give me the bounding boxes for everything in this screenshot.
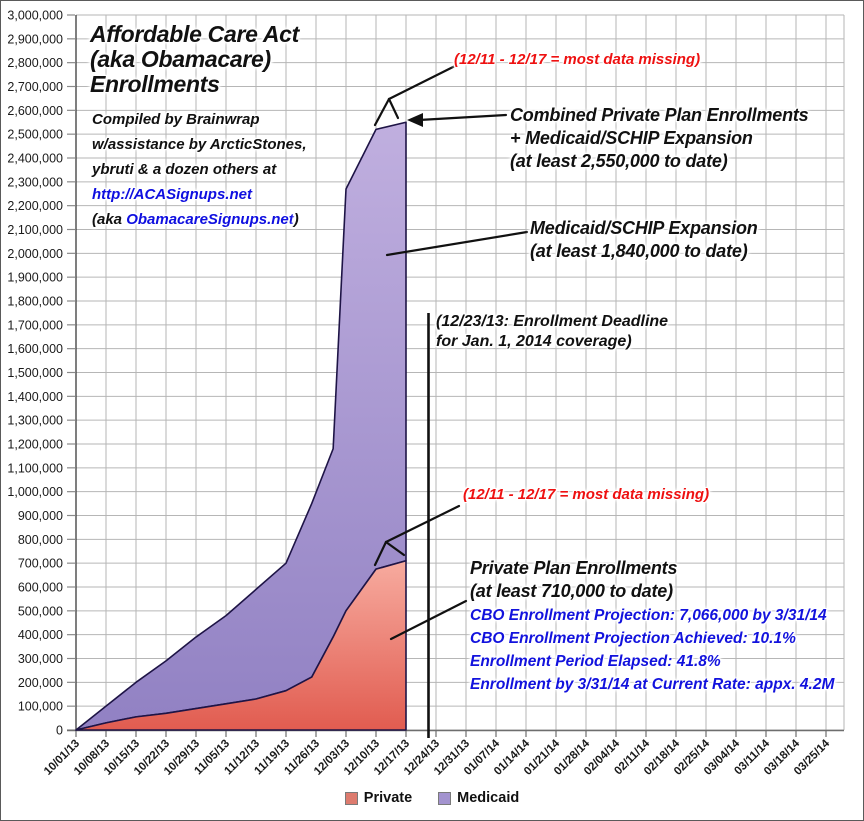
combined-enrollments-annotation [510,104,808,173]
y-axis-label: 2,100,000 [7,223,63,237]
cbo-line-3: Enrollment Period Elapsed: 41.8% [470,653,721,670]
x-axis-label: 03/25/14 [791,737,833,778]
title-line-1: Affordable Care Act [90,21,300,47]
obamacaresignups-link[interactable]: ObamacareSignups.net [126,211,294,228]
y-axis-label: 500,000 [17,604,63,619]
legend [1,790,863,806]
title-line-3: Enrollments [90,71,220,97]
x-axis-label: 01/07/14 [461,737,503,778]
y-axis-label: 1,900,000 [7,270,63,285]
y-axis-label: 2,300,000 [7,175,63,190]
cbo-line-1: CBO Enrollment Projection: 7,066,000 by 3/31/14 [470,607,827,624]
medicaid-swatch [438,792,451,805]
y-axis-label: 400,000 [17,628,63,643]
credit-line-4-prefix: (aka [92,211,127,228]
y-axis-label: 2,200,000 [7,199,63,214]
y-axis-label: 3,000,000 [7,8,63,23]
x-axis-label: 10/29/13 [161,737,203,778]
x-axis-label: 10/22/13 [131,737,173,778]
legend-label-medicaid: Medicaid [457,790,520,806]
private-plan-annotation [470,557,677,603]
y-axis-label: 100,000 [17,699,63,714]
y-axis-label: 2,000,000 [7,246,63,261]
acasignups-link[interactable]: http://ACASignups.net [92,186,252,203]
cbo-line-4: Enrollment by 3/31/14 at Current Rate: appx. 4.2M [470,676,835,693]
x-axis-label: 12/03/13 [311,737,353,778]
legend-item-private [345,790,412,806]
chart-title [90,22,299,97]
y-axis-label: 0 [56,723,63,738]
private-line-2: (at least 710,000 to date) [470,581,673,601]
credit-line-2: w/assistance by ArcticStones, [92,136,307,153]
y-axis-label: 1,400,000 [7,389,63,404]
x-axis-label: 02/18/14 [641,737,683,778]
x-axis-label: 11/12/13 [222,737,263,778]
x-axis-label: 02/11/14 [612,737,653,778]
combined-line-2: + Medicaid/SCHIP Expansion [510,128,753,148]
missing-data-note-bottom: (12/11 - 12/17 = most data missing) [463,486,710,503]
combined-line-3: (at least 2,550,000 to date) [510,151,728,171]
x-axis-label: 01/28/14 [551,737,593,778]
medicaid-line-1: Medicaid/SCHIP Expansion [530,218,758,238]
y-axis-label: 800,000 [17,532,63,547]
cbo-line-2: CBO Enrollment Projection Achieved: 10.1% [470,630,796,647]
y-axis-label: 600,000 [17,580,63,595]
y-axis-label: 2,500,000 [7,127,63,142]
y-axis-label: 1,100,000 [7,461,63,476]
x-axis-label: 12/24/13 [401,737,443,778]
x-axis-label: 11/26/13 [282,737,323,778]
x-axis-label: 03/18/14 [761,737,803,778]
x-axis-label: 10/08/13 [71,737,113,778]
combined-line-1: Combined Private Plan Enrollments [510,105,809,125]
deadline-line-2: for Jan. 1, 2014 coverage) [436,333,632,350]
credits-block [92,107,307,232]
x-axis-label: 12/31/13 [431,737,473,778]
x-axis-label: 01/14/14 [491,737,533,778]
x-axis-label: 03/11/14 [732,737,773,778]
x-axis-label: 12/17/13 [371,737,413,778]
x-axis-label: 10/01/13 [41,737,83,778]
y-axis-label: 700,000 [17,556,63,571]
private-line-1: Private Plan Enrollments [470,558,678,578]
y-axis-label: 1,200,000 [7,437,63,452]
credit-line-3: ybruti & a dozen others at [92,161,277,178]
y-axis-label: 2,900,000 [7,32,63,47]
y-axis-label: 2,700,000 [7,80,63,94]
missing-data-note-top: (12/11 - 12/17 = most data missing) [454,51,701,68]
medicaid-expansion-annotation [530,217,758,263]
x-axis-label: 03/04/14 [701,737,743,778]
deadline-annotation [436,312,668,352]
medicaid-line-2: (at least 1,840,000 to date) [530,241,748,261]
x-axis-label: 10/15/13 [101,737,143,778]
private-swatch [345,792,358,805]
left-arrowhead [407,113,423,127]
deadline-line-1: (12/23/13: Enrollment Deadline [436,313,669,330]
x-axis [42,730,833,778]
y-axis-label: 2,400,000 [7,151,63,166]
legend-item-medicaid [438,790,519,806]
y-axis [7,9,75,738]
y-axis-label: 1,500,000 [7,366,63,380]
x-axis-label: 11/19/13 [252,737,293,778]
cbo-projection-block [470,604,834,696]
y-axis-label: 1,300,000 [7,413,63,428]
y-axis-label: 1,600,000 [7,342,63,357]
x-axis-label: 02/25/14 [671,737,713,778]
x-axis-label: 01/21/14 [521,737,563,778]
y-axis-label: 200,000 [17,675,63,690]
y-axis-label: 1,700,000 [7,318,63,333]
x-axis-label: 11/05/13 [192,737,233,778]
y-axis-label: 300,000 [17,652,63,666]
title-line-2: (aka Obamacare) [90,46,271,72]
y-axis-label: 1,800,000 [7,294,63,309]
y-axis-label: 1,000,000 [7,485,63,500]
x-axis-label: 02/04/14 [581,737,623,778]
credit-line-4 [92,207,307,232]
credit-line-1: Compiled by Brainwrap [92,111,260,128]
y-axis-label: 2,800,000 [7,56,63,71]
credit-line-4-suffix: ) [293,211,299,228]
x-axis-label: 12/10/13 [341,737,383,778]
legend-label-private: Private [363,790,413,806]
y-axis-label: 900,000 [17,509,63,523]
y-axis-label: 2,600,000 [7,103,63,118]
